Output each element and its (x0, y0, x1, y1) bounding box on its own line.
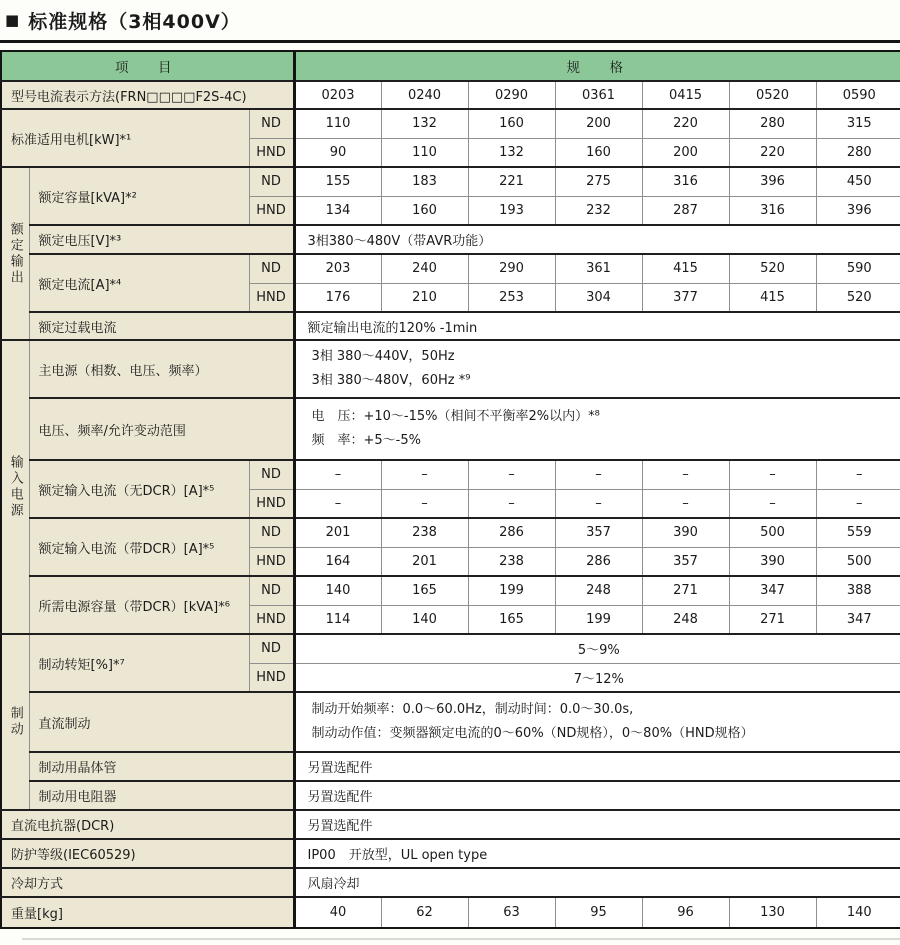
spec-value-cell: 304 (555, 283, 642, 312)
hnd-tag-cell: HND (249, 283, 294, 312)
spec-value-cell: 220 (642, 109, 729, 138)
item-label-cell: 额定过载电流 (29, 312, 294, 340)
spec-value-cell: – (642, 489, 729, 518)
spec-value-cell: 96 (642, 897, 729, 928)
spec-value-cell: 361 (555, 254, 642, 283)
spec-value-cell: 347 (729, 576, 816, 605)
spec-value-cell: 183 (381, 167, 468, 196)
spec-value-cell: 415 (729, 283, 816, 312)
title-square-bullet: ■ (5, 11, 20, 29)
item-label-cell: 额定输入电流（带DCR）[A]*⁵ (29, 518, 249, 576)
table-row (1, 692, 900, 752)
item-label-cell: 防护等级(IEC60529) (1, 839, 294, 868)
spec-value-cell: 388 (816, 576, 900, 605)
spec-value-cell: 248 (555, 576, 642, 605)
spec-value-cell: 357 (555, 518, 642, 547)
spec-value-cell: 200 (642, 138, 729, 167)
table-row (1, 254, 900, 283)
table-row (1, 460, 900, 489)
spec-value-cell: – (381, 489, 468, 518)
spec-value-cell: 559 (816, 518, 900, 547)
spec-value-cell: 377 (642, 283, 729, 312)
table-row (1, 868, 900, 897)
table-row (1, 312, 900, 340)
spec-value-cell: 271 (642, 576, 729, 605)
table-row (1, 810, 900, 839)
spec-value-cell: 160 (468, 109, 555, 138)
table-row (1, 340, 900, 398)
spec-value-cell: 199 (555, 605, 642, 634)
spec-value-cell: 221 (468, 167, 555, 196)
spec-value-cell: 62 (381, 897, 468, 928)
nd-tag-cell: ND (249, 576, 294, 605)
item-label-cell: 额定容量[kVA]*² (29, 167, 249, 225)
nd-tag-cell: ND (249, 167, 294, 196)
spec-value-cell: 132 (381, 109, 468, 138)
spec-value-cell: 520 (816, 283, 900, 312)
spec-value-cell: 0361 (555, 81, 642, 109)
spec-text-cell: 5～9% (294, 634, 900, 663)
spec-text-cell: 额定输出电流的120% -1min (294, 312, 900, 340)
spec-value-cell: – (729, 460, 816, 489)
spec-value-cell: 316 (729, 196, 816, 225)
spec-value-cell: 164 (294, 547, 381, 576)
group-label-rated-output: 额定输出 (1, 167, 29, 340)
page-edge-line (22, 938, 900, 940)
spec-value-cell: – (294, 489, 381, 518)
header-item-cell: 项 目 (1, 51, 294, 81)
spec-value-cell: 286 (468, 518, 555, 547)
spec-value-cell: 199 (468, 576, 555, 605)
spec-text-cell: 另置选配件 (294, 781, 900, 810)
spec-value-cell: – (381, 460, 468, 489)
spec-value-cell: 253 (468, 283, 555, 312)
item-label-cell: 额定输入电流（无DCR）[A]*⁵ (29, 460, 249, 518)
table-row (1, 839, 900, 868)
spec-value-cell: 290 (468, 254, 555, 283)
spec-value-cell: – (729, 489, 816, 518)
spec-value-cell: 500 (816, 547, 900, 576)
item-label-cell: 电压、频率/允许变动范围 (29, 398, 294, 460)
table-row (1, 897, 900, 928)
spec-value-cell: 0203 (294, 81, 381, 109)
spec-text-cell: 风扇冷却 (294, 868, 900, 897)
page-title: 标准规格（3相400V） (28, 11, 241, 33)
spec-value-cell: 63 (468, 897, 555, 928)
spec-value-cell: 110 (294, 109, 381, 138)
spec-value-cell: 390 (642, 518, 729, 547)
spec-value-cell: – (642, 460, 729, 489)
spec-value-cell: 201 (381, 547, 468, 576)
table-row (1, 576, 900, 605)
spec-value-cell: 248 (642, 605, 729, 634)
spec-value-cell: – (816, 460, 900, 489)
spec-value-cell: 95 (555, 897, 642, 928)
item-label-cell: 重量[kg] (1, 897, 294, 928)
spec-text-cell: IP00 开放型，UL open type (294, 839, 900, 868)
item-label-cell: 制动用晶体管 (29, 752, 294, 781)
spec-value-cell: 200 (555, 109, 642, 138)
spec-value-cell: 347 (816, 605, 900, 634)
spec-table (0, 50, 900, 929)
table-row (1, 109, 900, 138)
spec-value-cell: 271 (729, 605, 816, 634)
group-label-input-power: 输入电源 (1, 340, 29, 634)
spec-text-cell: 另置选配件 (294, 752, 900, 781)
spec-value-cell: 0240 (381, 81, 468, 109)
model-row (1, 81, 900, 109)
spec-value-cell: 193 (468, 196, 555, 225)
spec-value-cell: – (294, 460, 381, 489)
spec-text-line: 电 压：+10～-15%（相间不平衡率2%以内）*⁸ (311, 408, 600, 424)
spec-value-cell: 232 (555, 196, 642, 225)
spec-value-cell: 287 (642, 196, 729, 225)
spec-value-cell: 160 (381, 196, 468, 225)
spec-value-cell: 134 (294, 196, 381, 225)
spec-value-cell: 160 (555, 138, 642, 167)
spec-value-cell: 275 (555, 167, 642, 196)
spec-value-cell: 140 (381, 605, 468, 634)
hnd-tag-cell: HND (249, 138, 294, 167)
spec-value-cell: 396 (816, 196, 900, 225)
spec-value-cell: 390 (729, 547, 816, 576)
nd-tag-cell: ND (249, 634, 294, 663)
nd-tag-cell: ND (249, 518, 294, 547)
group-label-braking: 制动 (1, 634, 29, 810)
spec-value-cell: 203 (294, 254, 381, 283)
spec-value-cell: 165 (381, 576, 468, 605)
spec-text-line: 制动动作值：变频器额定电流的0～60%（ND规格），0～80%（HND规格） (311, 726, 754, 741)
spec-value-cell: 132 (468, 138, 555, 167)
spec-text-line: 3相 380～480V，60Hz *⁹ (311, 373, 471, 388)
spec-value-cell: 357 (642, 547, 729, 576)
spec-text-line: 3相 380～440V，50Hz (311, 348, 455, 364)
table-row (1, 752, 900, 781)
spec-value-cell: 40 (294, 897, 381, 928)
item-label-cell: 主电源（相数、电压、频率） (29, 340, 294, 398)
hnd-tag-cell: HND (249, 196, 294, 225)
spec-value-cell: 590 (816, 254, 900, 283)
spec-text-cell (294, 692, 900, 752)
spec-value-cell: 140 (816, 897, 900, 928)
item-label-cell: 额定电流[A]*⁴ (29, 254, 249, 312)
spec-value-cell: 280 (816, 138, 900, 167)
spec-value-cell: 140 (294, 576, 381, 605)
spec-value-cell: 155 (294, 167, 381, 196)
spec-value-cell: 0520 (729, 81, 816, 109)
spec-value-cell: – (555, 460, 642, 489)
spec-value-cell: 210 (381, 283, 468, 312)
table-header-row (1, 51, 900, 81)
item-label-cell: 标准适用电机[kW]*¹ (1, 109, 249, 167)
spec-value-cell: 240 (381, 254, 468, 283)
spec-value-cell: 110 (381, 138, 468, 167)
spec-value-cell: 316 (642, 167, 729, 196)
hnd-tag-cell: HND (249, 605, 294, 634)
spec-value-cell: 396 (729, 167, 816, 196)
item-label-cell: 直流制动 (29, 692, 294, 752)
spec-text-cell: 3相380～480V（带AVR功能） (294, 225, 900, 254)
spec-text-line: 频 率：+5～-5% (311, 433, 421, 448)
spec-value-cell: 220 (729, 138, 816, 167)
header-spec-cell: 规 格 (294, 51, 900, 81)
item-label-cell: 制动转矩[%]*⁷ (29, 634, 249, 692)
spec-value-cell: 201 (294, 518, 381, 547)
table-row (1, 398, 900, 460)
spec-text-cell: 7～12% (294, 663, 900, 692)
spec-value-cell: 500 (729, 518, 816, 547)
spec-value-cell: 238 (381, 518, 468, 547)
nd-tag-cell: ND (249, 109, 294, 138)
spec-value-cell: 238 (468, 547, 555, 576)
table-row (1, 781, 900, 810)
spec-value-cell: 90 (294, 138, 381, 167)
item-label-cell: 型号电流表示方法(FRN□□□□F2S-4C) (1, 81, 294, 109)
spec-value-cell: 450 (816, 167, 900, 196)
spec-value-cell: 165 (468, 605, 555, 634)
spec-value-cell: 130 (729, 897, 816, 928)
table-row (1, 225, 900, 254)
spec-value-cell: 0415 (642, 81, 729, 109)
spec-value-cell: – (816, 489, 900, 518)
spec-text-line: 制动开始频率：0.0～60.0Hz，制动时间：0.0～30.0s, (311, 701, 634, 717)
hnd-tag-cell: HND (249, 547, 294, 576)
item-label-cell: 直流电抗器(DCR) (1, 810, 294, 839)
hnd-tag-cell: HND (249, 489, 294, 518)
table-row (1, 518, 900, 547)
item-label-cell: 制动用电阻器 (29, 781, 294, 810)
section-title-block (0, 0, 900, 43)
spec-text-cell (294, 340, 900, 398)
hnd-tag-cell: HND (249, 663, 294, 692)
spec-value-cell: – (555, 489, 642, 518)
spec-value-cell: 0290 (468, 81, 555, 109)
spec-value-cell: 176 (294, 283, 381, 312)
spec-value-cell: 415 (642, 254, 729, 283)
table-row (1, 167, 900, 196)
spec-value-cell: 114 (294, 605, 381, 634)
item-label-cell: 额定电压[V]*³ (29, 225, 294, 254)
table-row (1, 634, 900, 663)
spec-value-cell: 280 (729, 109, 816, 138)
spec-value-cell: 520 (729, 254, 816, 283)
nd-tag-cell: ND (249, 460, 294, 489)
item-label-cell: 所需电源容量（带DCR）[kVA]*⁶ (29, 576, 249, 634)
spec-value-cell: 315 (816, 109, 900, 138)
nd-tag-cell: ND (249, 254, 294, 283)
spec-text-cell (294, 398, 900, 460)
item-label-cell: 冷却方式 (1, 868, 294, 897)
spec-value-cell: 286 (555, 547, 642, 576)
spec-value-cell: – (468, 489, 555, 518)
spec-value-cell: – (468, 460, 555, 489)
spec-text-cell: 另置选配件 (294, 810, 900, 839)
spec-value-cell: 0590 (816, 81, 900, 109)
